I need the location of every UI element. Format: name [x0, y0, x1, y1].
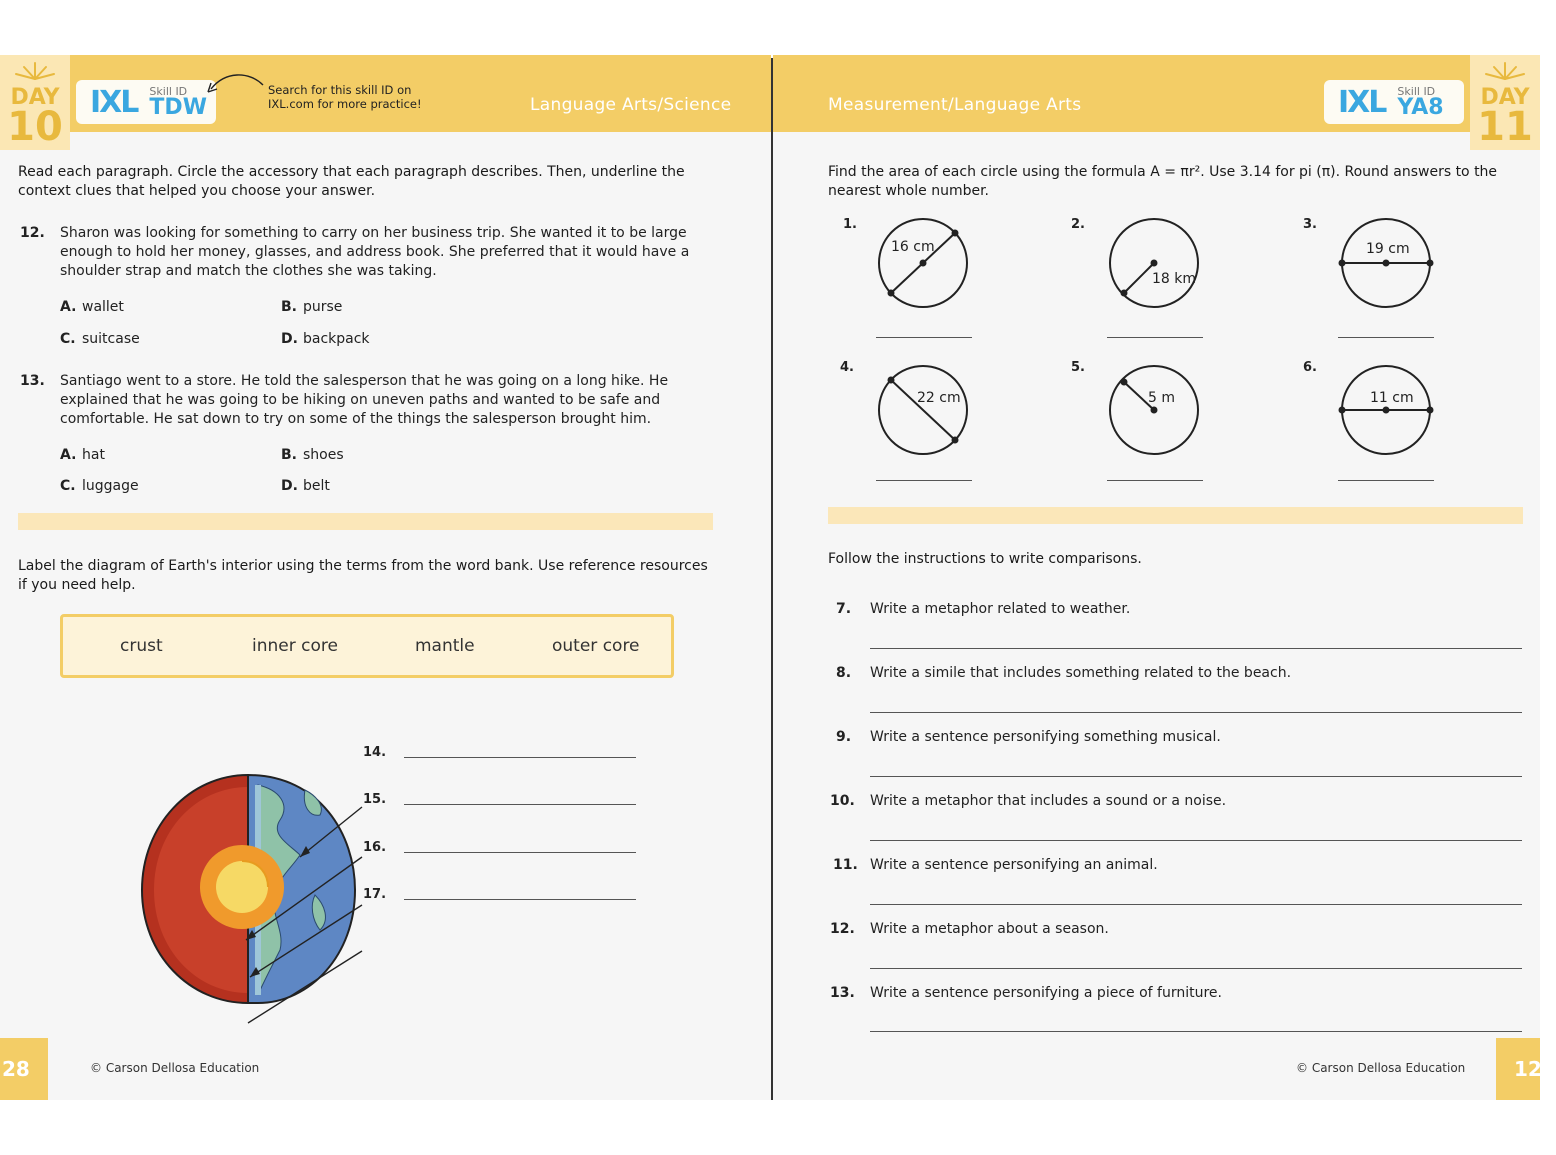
page-number-left: 28: [0, 1038, 48, 1100]
search-note: [268, 83, 438, 111]
comparison-instructions: Follow the instructions to write comparisons.: [828, 551, 1142, 567]
circle-diagram: [873, 213, 973, 313]
answer-option[interactable]: [281, 331, 370, 347]
circle-number: 3.: [1303, 217, 1317, 232]
option-text: shoes: [303, 447, 344, 463]
comparison-number: 9.: [836, 729, 852, 745]
subject-title: Measurement/Language Arts: [828, 95, 1082, 115]
option-text: luggage: [82, 478, 139, 494]
subject-title: Language Arts/Science: [530, 95, 732, 115]
ixl-skill-box[interactable]: [76, 80, 216, 124]
skill-id-block: [149, 86, 207, 119]
option-text: hat: [82, 447, 105, 463]
answer-line[interactable]: [1107, 337, 1203, 338]
day-badge-left: [0, 55, 70, 150]
option-text: backpack: [303, 331, 370, 347]
skill-id-label: Skill ID: [149, 84, 188, 98]
comparison-prompt: Write a metaphor related to weather.: [870, 601, 1131, 617]
question-text: Sharon was looking for something to carry on her business trip. She wanted it to be large enough to hold her money, glasses, and address book. She preferred that it would have a shoulder strap and match the clothes she was taking.: [60, 225, 690, 279]
word-bank-term: outer core: [552, 636, 640, 656]
answer-option[interactable]: [281, 478, 330, 494]
answer-option[interactable]: [281, 447, 344, 463]
page-number-right: 129: [1496, 1038, 1540, 1100]
label-number: 17.: [363, 887, 387, 902]
answer-option[interactable]: [60, 447, 105, 463]
label-answer-line[interactable]: [404, 804, 636, 805]
comparison-prompt: Write a metaphor that includes a sound or a noise.: [870, 793, 1227, 809]
copyright-left: © Carson Dellosa Education: [90, 1061, 260, 1075]
option-letter: B.: [281, 447, 297, 463]
circle-measure: 18 km: [1152, 271, 1197, 287]
day-label: DAY: [10, 85, 60, 110]
answer-option[interactable]: [281, 299, 342, 315]
label-number: 14.: [363, 745, 387, 760]
comparison-answer-line[interactable]: [870, 776, 1522, 777]
section-divider: [828, 507, 1523, 524]
copyright-right: © Carson Dellosa Education: [1296, 1061, 1466, 1075]
skill-id-label: Skill ID: [1397, 84, 1436, 98]
comparison-number: 8.: [836, 665, 852, 681]
search-note-line1: Search for this skill ID on: [268, 83, 412, 97]
skill-id-block: [1397, 86, 1443, 119]
comparison-prompt: Write a sentence personifying a piece of furniture.: [870, 985, 1222, 1001]
diagram-instructions: Label the diagram of Earth's interior using the terms from the word bank. Use reference resources if you need help.: [18, 558, 708, 593]
option-letter: D.: [281, 331, 298, 347]
skill-id-value: TDW: [149, 94, 207, 120]
comparison-number: 10.: [830, 793, 855, 809]
answer-line[interactable]: [1107, 480, 1203, 481]
answer-option[interactable]: [60, 478, 139, 494]
answer-line[interactable]: [1338, 480, 1434, 481]
word-bank-term: inner core: [252, 636, 338, 656]
option-letter: B.: [281, 299, 297, 315]
paragraph-instructions: Read each paragraph. Circle the accessory that each paragraph describes. Then, underline the context clues that helped you choose your answer.: [18, 164, 685, 199]
comparison-number: 11.: [833, 857, 858, 873]
comparison-number: 13.: [830, 985, 855, 1001]
comparison-prompt: Write a metaphor about a season.: [870, 921, 1109, 937]
day-badge-right: [1470, 55, 1540, 150]
ixl-skill-box[interactable]: [1324, 80, 1464, 124]
option-text: suitcase: [82, 331, 140, 347]
answer-line[interactable]: [876, 337, 972, 338]
label-answer-line[interactable]: [404, 757, 636, 758]
circle-diagram: [1104, 213, 1204, 313]
comparison-answer-line[interactable]: [870, 712, 1522, 713]
circle-measure: 16 cm: [891, 239, 935, 255]
option-letter: A.: [60, 447, 77, 463]
circle-diagram: [873, 360, 973, 460]
answer-option[interactable]: [60, 331, 140, 347]
word-bank-term: crust: [120, 636, 163, 656]
comparison-answer-line[interactable]: [870, 648, 1522, 649]
comparison-answer-line[interactable]: [870, 968, 1522, 969]
comparison-number: 7.: [836, 601, 852, 617]
circle-diagram: [1104, 360, 1204, 460]
label-number: 16.: [363, 840, 387, 855]
option-text: belt: [303, 478, 330, 494]
circle-number: 1.: [843, 217, 857, 232]
question-number: 13.: [20, 373, 45, 389]
option-letter: C.: [60, 478, 76, 494]
option-text: purse: [303, 299, 343, 315]
sun-rays-icon: [1482, 59, 1528, 83]
circle-number: 5.: [1071, 360, 1085, 375]
answer-line[interactable]: [1338, 337, 1434, 338]
comparison-prompt: Write a simile that includes something related to the beach.: [870, 665, 1292, 681]
circle-diagram: [1336, 213, 1436, 313]
circle-number: 4.: [840, 360, 854, 375]
skill-id-value: YA8: [1397, 94, 1444, 120]
curved-arrow-icon: [205, 73, 267, 103]
option-text: wallet: [82, 299, 124, 315]
comparison-number: 12.: [830, 921, 855, 937]
label-answer-line[interactable]: [404, 852, 636, 853]
option-letter: D.: [281, 478, 298, 494]
circle-measure: 5 m: [1148, 390, 1175, 406]
answer-option[interactable]: [60, 299, 124, 315]
day-number: 10: [7, 104, 63, 150]
answer-line[interactable]: [876, 480, 972, 481]
label-number: 15.: [363, 792, 387, 807]
question-number: 12.: [20, 225, 45, 241]
word-bank: [60, 614, 674, 678]
right-page: [773, 55, 1540, 1100]
circle-number: 2.: [1071, 217, 1085, 232]
sun-rays-icon: [12, 59, 58, 83]
day-number: 11: [1477, 104, 1533, 150]
comparison-answer-line[interactable]: [870, 840, 1522, 841]
circle-diagram: [1336, 360, 1436, 460]
question-text: Santiago went to a store. He told the salesperson that he was going on a long hike. He explained that he was going to be hiking on uneven paths and wanted to be safe and comfortable. He sat down to try on some of the things the salesperson brought him.: [60, 373, 669, 427]
ixl-logo: IXL: [1338, 84, 1386, 120]
option-letter: A.: [60, 299, 77, 315]
comparison-prompt: Write a sentence personifying something musical.: [870, 729, 1221, 745]
section-divider: [18, 513, 713, 530]
comparison-answer-line[interactable]: [870, 904, 1522, 905]
option-letter: C.: [60, 331, 76, 347]
ixl-logo: IXL: [90, 84, 138, 120]
earth-interior-diagram: [130, 745, 370, 1010]
left-page: [0, 55, 771, 1100]
circle-number: 6.: [1303, 360, 1317, 375]
comparison-answer-line[interactable]: [870, 1031, 1522, 1032]
word-bank-term: mantle: [415, 636, 475, 656]
circle-measure: 22 cm: [917, 390, 961, 406]
label-answer-line[interactable]: [404, 899, 636, 900]
comparison-prompt: Write a sentence personifying an animal.: [870, 857, 1158, 873]
circle-measure: 19 cm: [1366, 241, 1410, 257]
day-label: DAY: [1480, 85, 1530, 110]
search-note-line2: IXL.com for more practice!: [268, 97, 422, 111]
circle-measure: 11 cm: [1370, 390, 1414, 406]
area-instructions: Find the area of each circle using the formula A = πr². Use 3.14 for pi (π). Round answers to the nearest whole number.: [828, 164, 1498, 199]
